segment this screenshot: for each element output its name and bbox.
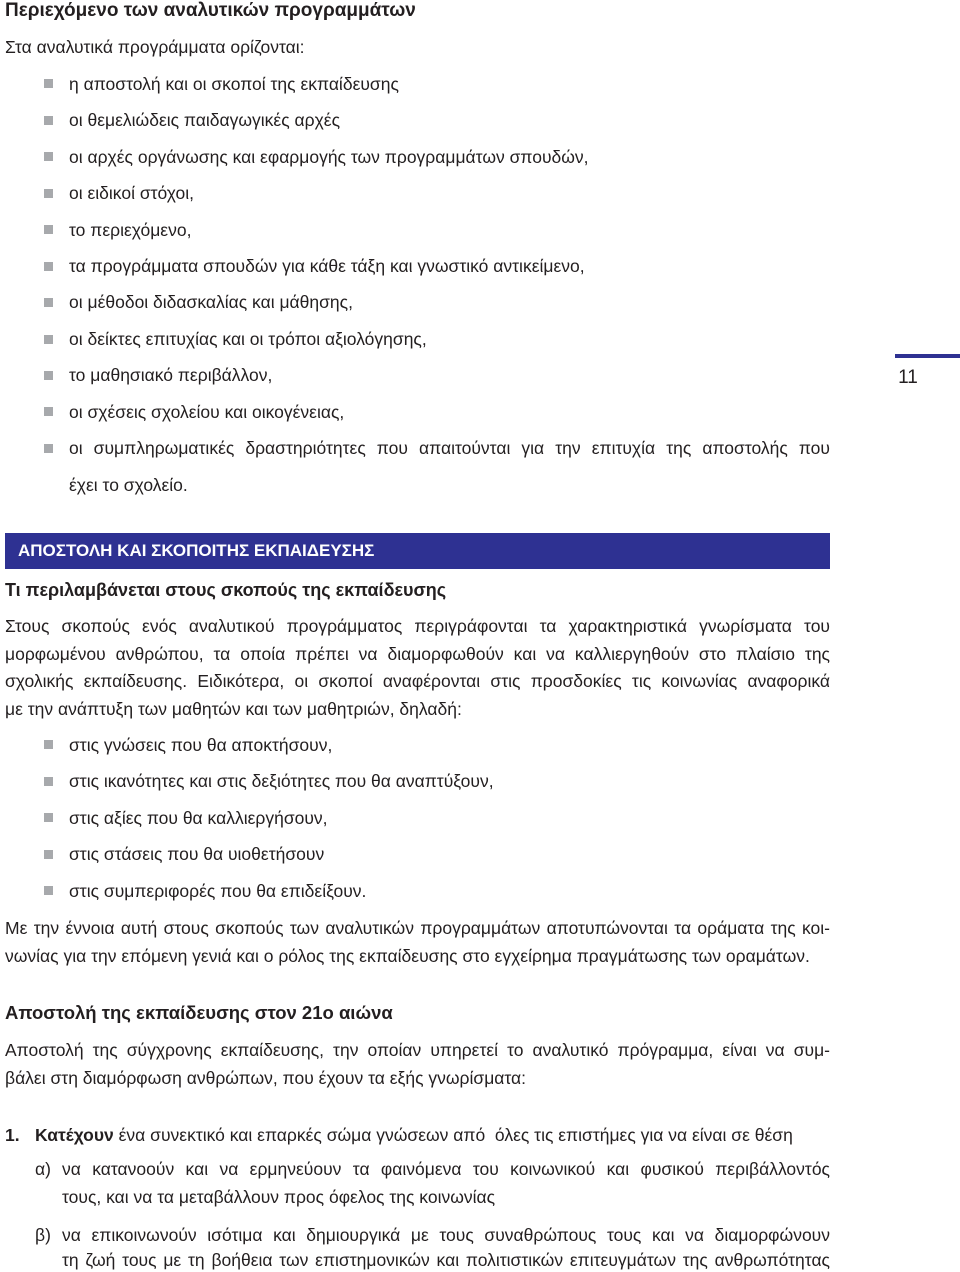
list-item — [0, 394, 830, 430]
list-item — [0, 836, 830, 872]
square-bullet-icon — [44, 407, 53, 416]
sub-item-marker: β) — [35, 1225, 51, 1245]
paragraph-line: βάλει στη διαμόρφωση ανθρώπων, που έχουν τα εξής γνωρίσματα: — [5, 1067, 527, 1088]
list-item-text: οι δείκτες επιτυχίας και οι τρόποι αξιολόγησης, — [69, 328, 427, 349]
list-item-text: στις συμπεριφορές που θα επιδείξουν. — [69, 880, 367, 901]
section-banner: ΑΠΟΣΤΟΛΗ ΚΑΙ ΣΚΟΠΟΙΤΗΣ ΕΚΠΑΙΔΕΥΣΗΣ — [5, 533, 830, 569]
sub-item-line: να επικοινωνούν ισότιμα και δημιουργικά με τους συναθρώπους τους και να διαμορφώνουν — [62, 1225, 830, 1245]
square-bullet-icon — [44, 371, 53, 380]
sub-item-body — [62, 1221, 830, 1272]
list-item-text: οι συμπληρωματικές δραστηριότητες που απαιτούνται για την επιτυχία της αποστολής που — [69, 438, 830, 459]
list-item-text: οι μέθοδοι διδασκαλίας και μάθησης, — [69, 292, 353, 313]
numbered-item — [5, 1121, 830, 1149]
list-item-text: το περιεχόμενο, — [69, 219, 192, 240]
square-bullet-icon — [44, 740, 53, 749]
list-item-text: οι θεμελιώδεις παιδαγωγικές αρχές — [69, 110, 341, 131]
list-item-text: η αποστολή και οι σκοποί της εκπαίδευσης — [69, 73, 399, 94]
sub-item — [35, 1221, 830, 1272]
list-item — [0, 175, 830, 211]
square-bullet-icon — [44, 886, 53, 895]
sub-item-line: τη ζωή τους με τη βοήθεια των επιστημονικών και πολιτιστικών επιτευγμάτων της ανθρωπότητας — [62, 1250, 830, 1270]
list-item-text: τα προγράμματα σπουδών για κάθε τάξη και γνωστικό αντικείμενο, — [69, 255, 585, 276]
square-bullet-icon — [44, 189, 53, 198]
square-bullet-icon — [44, 777, 53, 786]
square-bullet-icon — [44, 444, 53, 453]
list-item-text: στις γνώσεις που θα αποκτήσουν, — [69, 734, 333, 755]
numbered-item-text: ένα συνεκτικό και επαρκές σώμα γνώσεων από όλες τις επιστήμες για να είναι σε θέση — [113, 1125, 793, 1145]
list-item-text: οι αρχές οργάνωσης και εφαρμογής των προγραμμάτων σπουδών, — [69, 146, 589, 167]
square-bullet-icon — [44, 262, 53, 271]
list-item-text: στις αξίες που θα καλλιεργήσουν, — [69, 807, 328, 828]
sub-item-line: να κατανοούν και να ερμηνεύουν τα φαινόμενα του κοινωνικού και φυσικού περιβάλλοντός — [62, 1159, 830, 1179]
paragraph-line: με την ανάπτυξη των μαθητών και των μαθητριών, δηλαδή: — [5, 699, 462, 720]
aims-list — [0, 727, 830, 909]
list-item-text: στις ικανότητες και στις δεξιότητες που θα αναπτύξουν, — [69, 771, 494, 792]
paragraph-closing — [5, 914, 830, 970]
page-number-rule — [895, 354, 960, 358]
list-item-text-continued: έχει το σχολείο. — [69, 474, 188, 495]
paragraph-line: Με την έννοια αυτή στους σκοπούς των αναλυτικών προγραμμάτων αποτυπώνονται τα οράματα της κοι- — [5, 918, 830, 938]
list-item — [0, 763, 830, 799]
list-item — [0, 139, 830, 175]
list-item — [0, 800, 830, 836]
numbered-item-number: 1. — [5, 1125, 20, 1145]
sub-item-line: τους, και να τα μεταβάλλουν προς όφελος της κοινωνίας — [62, 1186, 496, 1207]
paragraph-line: σχολικής εκπαίδευσης. Ειδικότερα, οι σκοποί αναφέρονται στις προσδοκίες τις κοινωνίας αναφορικά — [5, 671, 830, 692]
paragraph-mission — [5, 1037, 830, 1092]
list-item — [0, 430, 830, 503]
square-bullet-icon — [44, 225, 53, 234]
list-item-text: το μαθησιακό περιβάλλον, — [69, 365, 273, 386]
list-item — [0, 873, 830, 909]
sub-item-marker: α) — [35, 1159, 51, 1179]
list-item — [0, 321, 830, 357]
square-bullet-icon — [44, 298, 53, 307]
contents-intro: Στα αναλυτικά προγράμματα ορίζονται: — [5, 37, 305, 57]
paragraph-line: νωνίας για την επόμενη γενιά και ο ρόλος της εκπαίδευσης στο εγχείρημα πραγμάτωσης των οραμάτων. — [5, 946, 810, 966]
square-bullet-icon — [44, 152, 53, 161]
subsection-title-aims: Τι περιλαμβάνεται στους σκοπούς της εκπαίδευσης — [5, 580, 447, 600]
section-title-mission: Αποστολή της εκπαίδευσης στον 21ο αιώνα — [5, 1002, 393, 1023]
list-item — [0, 66, 830, 102]
list-item — [0, 284, 830, 320]
list-item — [0, 102, 830, 138]
list-item-text: οι σχέσεις σχολείου και οικογένειας, — [69, 401, 345, 422]
list-item-text: οι ειδικοί στόχοι, — [69, 183, 194, 204]
paragraph-aims — [5, 613, 830, 724]
sub-item-body — [62, 1156, 830, 1211]
square-bullet-icon — [44, 79, 53, 88]
square-bullet-icon — [44, 335, 53, 344]
list-item — [0, 357, 830, 393]
list-item — [0, 248, 830, 284]
list-item-text: στις στάσεις που θα υιοθετήσουν — [69, 844, 325, 865]
square-bullet-icon — [44, 850, 53, 859]
numbered-item-lead: Κατέχουν — [35, 1125, 114, 1145]
square-bullet-icon — [44, 813, 53, 822]
list-item — [0, 212, 830, 248]
sub-item — [35, 1156, 830, 1211]
page-number: 11 — [898, 367, 918, 388]
square-bullet-icon — [44, 116, 53, 125]
contents-list — [0, 66, 830, 503]
section-title-contents: Περιεχόμενο των αναλυτικών προγραμμάτων — [5, 0, 416, 21]
paragraph-line: Αποστολή της σύγχρονης εκπαίδευσης, την οποίαν υπηρετεί το αναλυτικό πρόγραμμα, είναι να συμ- — [5, 1040, 830, 1060]
list-item — [0, 727, 830, 763]
paragraph-line: μορφωμένου ανθρώπου, τα οποία πρέπει να διαμορφωθούν και να καλλιεργηθούν στο πλαίσιο της — [5, 643, 830, 664]
paragraph-line: Στους σκοπούς ενός αναλυτικού προγράμματος περιγράφονται τα χαρακτηριστικά γνωρίσματα του — [5, 616, 830, 636]
